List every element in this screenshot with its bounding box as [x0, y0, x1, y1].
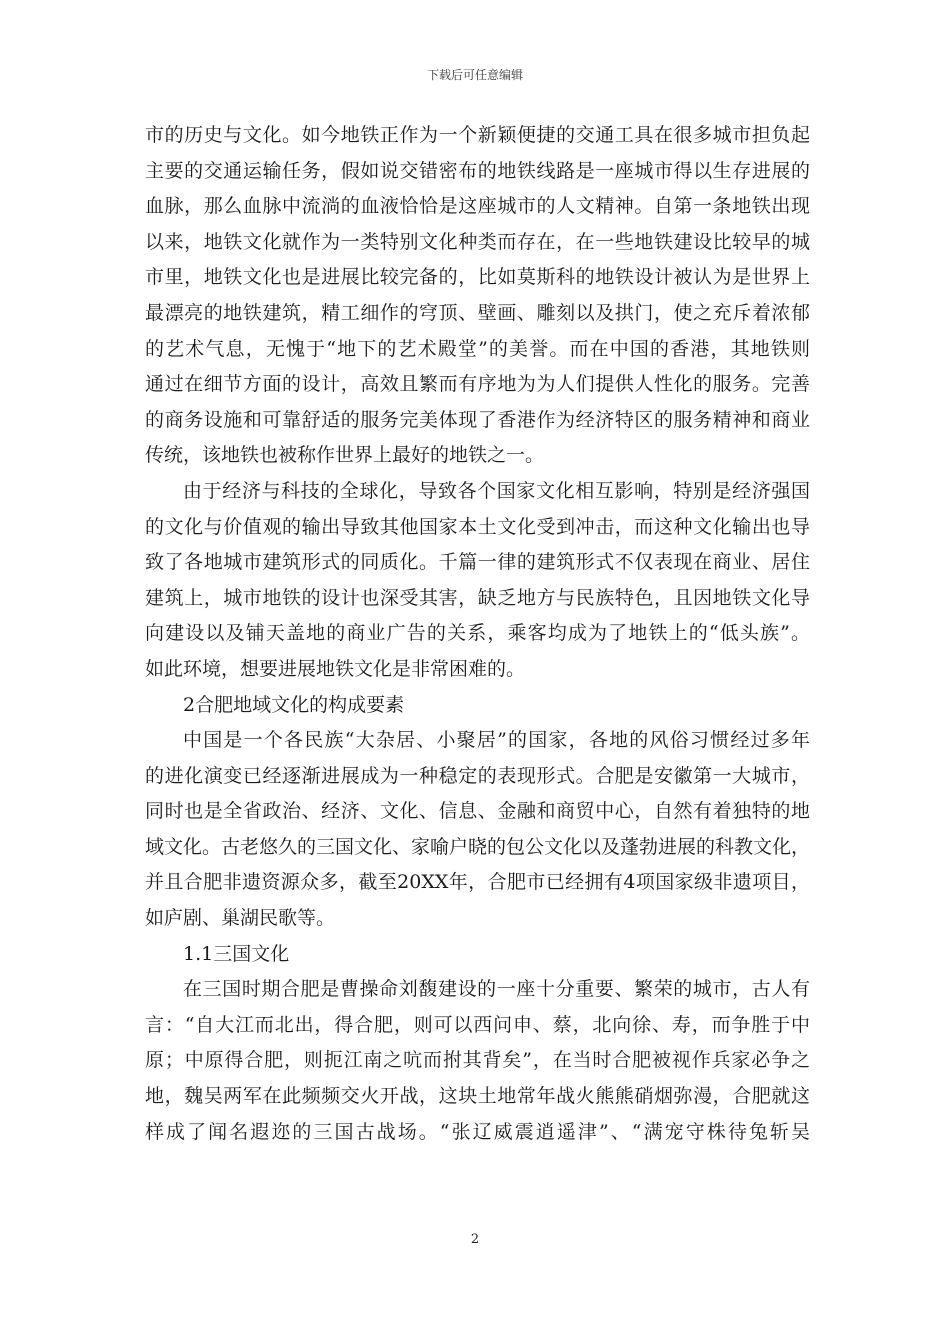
- text-line: 域文化。古老悠久的三国文化、家喻户晓的包公文化以及蓬勃进展的科教文化，: [145, 835, 810, 858]
- text-line: 致了各地城市建筑形式的同质化。千篇一律的建筑形式不仅表现在商业、居住: [145, 551, 810, 574]
- text-line: 中国是一个各民族“大杂居、小聚居”的国家，各地的风俗习惯经过多年: [183, 729, 810, 752]
- text-line: 同时也是全省政治、经济、文化、信息、金融和商贸中心，自然有着独特的地: [145, 800, 810, 823]
- page-number: 2: [470, 1232, 480, 1247]
- text-line: 建筑上，城市地铁的设计也深受其害，缺乏地方与民族特色，且因地铁文化导: [145, 586, 810, 609]
- text-line: 的文化与价值观的输出导致其他国家本土文化受到冲击，而这种文化输出也导: [145, 515, 810, 538]
- text-line: 在三国时期合肥是曹操命刘馥建设的一座十分重要、繁荣的城市，古人有: [183, 978, 810, 1001]
- text-line: 由于经济与科技的全球化，导致各个国家文化相互影响，特别是经济强国: [183, 479, 810, 502]
- text-line: 言：“自大江而北出，得合肥，则可以西问申、蔡，北向徐、寿，而争胜于中: [145, 1013, 810, 1036]
- text-line: 通过在细节方面的设计，高效且繁而有序地为为人们提供人性化的服务。完善: [145, 373, 810, 396]
- text-line: 如庐剧、巢湖民歌等。: [145, 907, 336, 930]
- text-line: 的商务设施和可靠舒适的服务完美体现了香港作为经济特区的服务精神和商业: [145, 408, 810, 431]
- text-line: 血脉，那么血脉中流淌的血液恰恰是这座城市的人文精神。自第一条地铁出现: [145, 195, 810, 218]
- text-line: 以来，地铁文化就作为一类特别文化种类而存在，在一些地铁建设比较早的城: [145, 230, 810, 253]
- section-heading: 2合肥地域文化的构成要素: [183, 693, 405, 716]
- subsection-heading: 1.1三国文化: [183, 942, 290, 965]
- text-line: 并且合肥非遗资源众多，截至20XX年，合肥市已经拥有4项国家级非遗项目，: [145, 871, 810, 894]
- body-text: [145, 118, 810, 1150]
- text-line: 地，魏吴两军在此频频交火开战，这块土地常年战火熊熊硝烟弥漫，合肥就这: [145, 1085, 810, 1108]
- text-line: 传统，该地铁也被称作世界上最好的地铁之一。: [145, 444, 545, 467]
- text-line: 的进化演变已经逐渐进展成为一种稳定的表现形式。合肥是安徽第一大城市，: [145, 764, 810, 787]
- text-line: 市的历史与文化。如今地铁正作为一个新颖便捷的交通工具在很多城市担负起: [145, 124, 810, 146]
- text-line: 主要的交通运输任务，假如说交错密布的地铁线路是一座城市得以生存进展的: [145, 159, 810, 182]
- text-line: 最漂亮的地铁建筑，精工细作的穹顶、壁画、雕刻以及拱门，使之充斥着浓郁: [145, 301, 810, 324]
- text-line: 原；中原得合肥，则扼江南之吭而拊其背矣”，在当时合肥被视作兵家必争之: [145, 1049, 810, 1072]
- text-line: 如此环境，想要进展地铁文化是非常困难的。: [145, 657, 526, 680]
- text-line: 向建设以及铺天盖地的商业广告的关系，乘客均成为了地铁上的“低头族”。: [145, 622, 810, 645]
- text-line: 的艺术气息，无愧于“地下的艺术殿堂”的美誉。而在中国的香港，其地铁则: [145, 337, 810, 360]
- page-header: 下载后可任意编辑: [426, 68, 523, 82]
- text-line: 市里，地铁文化也是进展比较完备的，比如莫斯科的地铁设计被认为是世界上: [145, 266, 810, 289]
- text-line: 样成了闻名遐迩的三国古战场。“张辽威震逍遥津”、“满宠守株待兔斩吴: [145, 1120, 810, 1143]
